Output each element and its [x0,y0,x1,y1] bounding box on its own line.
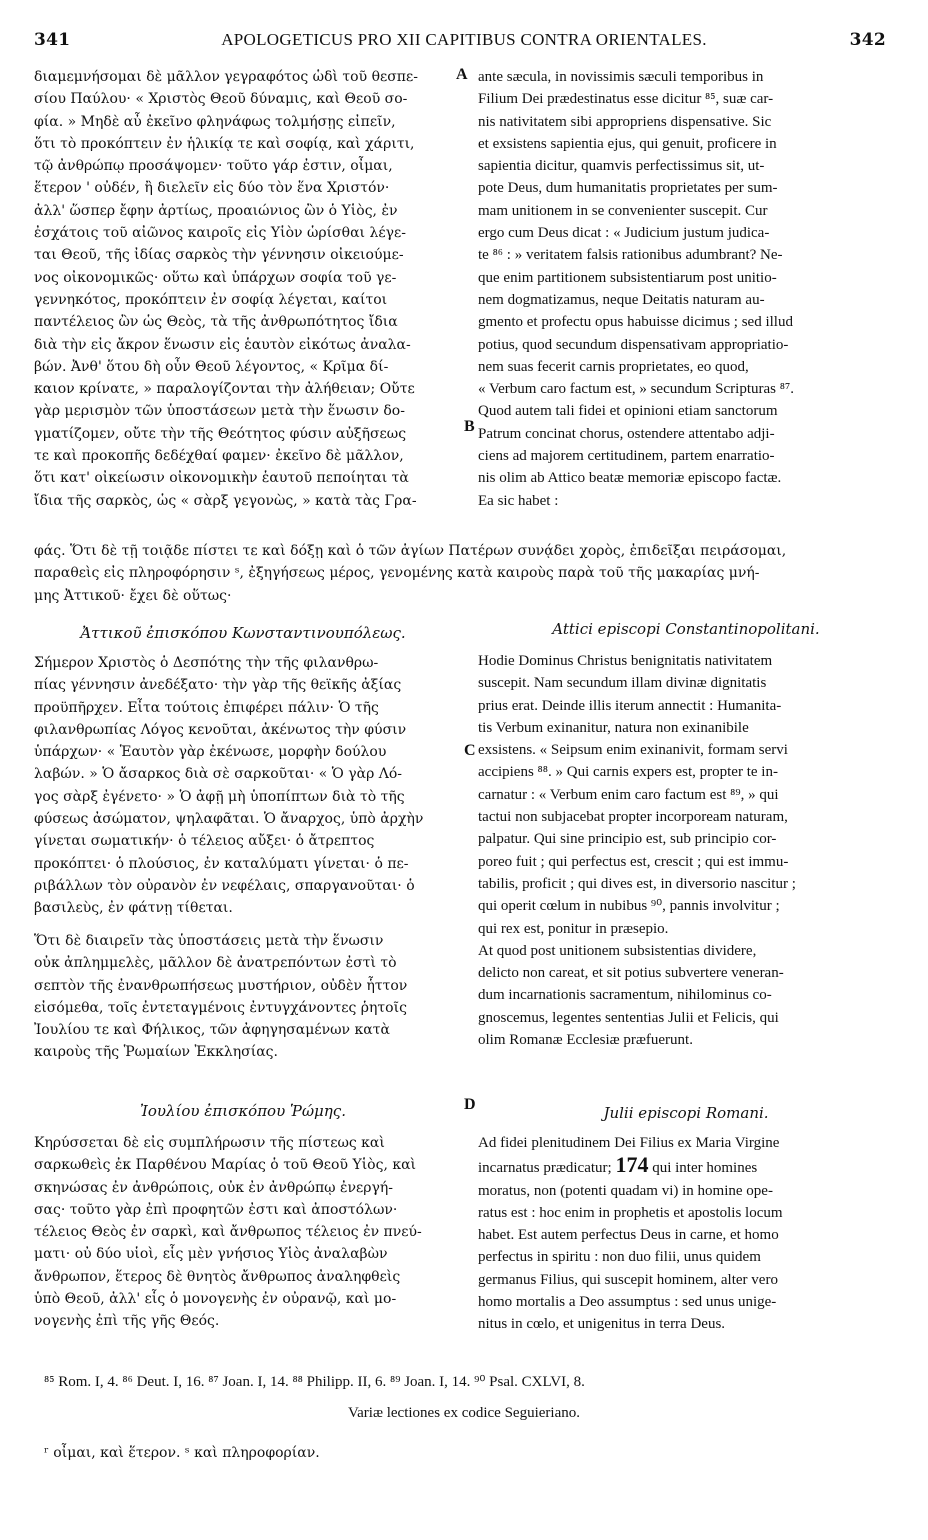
text-line: τῷ ἀνθρώπῳ προσάψομεν· τοῦτο γάρ ἐστιν, οἶμαι, [34,158,393,175]
text-line: qui operit cœlum in nubibus ⁹⁰, pannis involvitur ; [478,898,780,915]
text-line: germanus Filius, qui suscepit hominem, alter vero [478,1271,778,1288]
text-line: λαβών. » Ὁ ἄσαρκος διὰ σὲ σαρκοῦται· « Ὁ γὰρ Λό- [34,766,403,783]
text-line: προϋπῆρχεν. Εἶτα τούτοις ἐπιφέρει πάλιν· Ὁ τῆς [34,699,379,716]
text-line: νος οἰκονομικῶς· οὕτω καὶ ὑπάρχων σοφία τοῦ γε- [34,269,397,286]
text-line: ται Θεοῦ, τῆς ἰδίας σαρκὸς τὴν γέννησιν οἰκειούμε- [34,247,404,264]
text-line: tactui non subjacebat propter incorpoream naturam, [478,809,788,826]
text-line: palpatur. Qui sine principio est, sub principio cor- [478,831,777,848]
text-line: que enim partitionem subsistentiarum post unitio- [478,269,777,286]
text-line: ciens ad majorem certitudinem, partem enarratio- [478,448,775,465]
text-line: Filium Dei prædestinatus esse dicitur ⁸⁵, suæ car- [478,91,774,108]
text-line: γος σὰρξ ἐγένετο· » Ὁ ἀφῇ μὴ ὑποπίπτων διὰ τὸ τῆς [34,788,405,805]
text-line: προκόπτει· ὁ πλούσιος, ἐν καταλύματι γίνεται· ὁ πε- [34,855,409,872]
text-line: οὐκ ἀπλημμελὲς, μᾶλλον δὲ ἀνατρεπόντων ἐστὶ τὸ [34,955,397,972]
text-line: olim Romanæ Ecclesiæ præfuerunt. [478,1032,693,1049]
text-line: πίας γέννησιν ἀνεδέξατο· τὴν γὰρ τῆς θεϊκῆς ἀξίας [34,677,402,694]
greek-attici-text [34,652,452,920]
text-line: ante sæcula, in novissimis sæculi temporibus in [478,69,764,85]
text-line: delicto non careat, et sit potius subvertere veneran- [478,965,784,982]
text-line: φάς. Ὅτι δὲ τῇ τοιᾷδε πίστει τε καὶ δόξῃ καὶ ὁ τῶν ἁγίων Πατέρων συνᾴδει χορὸς, ἐπιδεῖξαι πειράσομαι, [34,543,787,559]
text-line: ματι· οὐ δύο υἱοὶ, εἷς μὲν γνήσιος Υἱὸς ἀναλαβὼν [34,1246,388,1263]
margin-marker-d: D [464,1096,476,1113]
text-line: γίνεται σωματικήν· ὁ τέλειος αὔξει· ὁ ἄτρεπτος [34,833,375,850]
text-line: μης Ἀττικοῦ· ἔχει δὲ οὕτως· [34,587,232,604]
text-line [478,1154,894,1179]
text-line: Quod autem tali fidei et opinioni etiam sanctorum [478,403,778,420]
greek-column-top [34,66,452,512]
text-line: Σήμερον Χριστὸς ὁ Δεσπότης τὴν τῆς φιλανθρω- [34,655,379,671]
greek-full-width [34,540,894,607]
text-line: Patrum concinat chorus, ostendere attentabo adji- [478,425,775,442]
text-line: γεννηκότος, προκόπτειν ἐν σοφίᾳ λέγεται, καίτοι [34,291,388,308]
variae-lectiones: ʳ οἶμαι, καὶ ἕτερον. ˢ καὶ πληροφορίαν. [44,1445,320,1461]
text-line: perfectus in spiritu : non duo filii, unus quidem [478,1249,761,1266]
text-line: διαμεμνήσομαι δὲ μᾶλλον γεγραφότος ὡδὶ τοῦ θεσπε- [34,69,418,85]
greek-transition-text [34,930,452,1064]
text-line: homo mortalis a Deo assumptus : sed unus unige- [478,1294,777,1311]
text-line: διὰ τὴν εἰς ἄκρον ἕνωσιν εἰς ἑαυτὸν εἰκότως ἀναλα- [34,336,411,353]
text-line: Ad fidei plenitudinem Dei Filius ex Maria Virgine [478,1135,780,1151]
running-header [0,30,928,58]
text-line: εἰσόμεθα, τοῖς ἐντεταγμένοις ἐντυγχάνοντες ῥητοῖς [34,999,407,1016]
section-heading-attici-greek: Ἀττικοῦ ἐπισκόπου Κωνσταντινουπόλεως. [80,624,406,642]
text-line: sapientia dicitur, quamvis perfectissimus sit, ut- [478,158,765,175]
margin-marker-a: A [456,66,468,83]
text-fragment: qui inter homines [648,1160,758,1177]
text-line: φία. » Μηδὲ αὖ ἐκεῖνο φληνάφως τολμήσῃς εἰπεῖν, [34,113,396,130]
text-line: σεπτὸν τῆς ἐνανθρωπήσεως μυστήριον, οὐδὲν ἧττον [34,977,408,994]
text-line: nitus in cœlo, et unigenitus in terra Deus. [478,1316,726,1333]
text-line: φιλανθρωπίας Λόγος κενοῦται, ἀκένωτος τὴν φύσιν [34,721,407,738]
text-line: ριβάλλων τὸν οὐρανὸν ἐν νεφέλαις, σπαργανοῦται· ὁ [34,877,415,894]
text-line: ὑπὸ Θεοῦ, ἀλλ' εἷς ὁ μονογενὴς ἐν οὐρανῷ, καὶ μο- [34,1291,397,1308]
text-line: παντέλειος ὢν ὡς Θεὸς, τὰ τῆς ἀνθρωπότητος ἴδια [34,314,398,331]
text-line: γὰρ μερισμὸν τῶν ὑποστάσεων μετὰ τὴν ἕνωσιν δο- [34,403,405,420]
page-number-right: 342 [849,30,886,50]
greek-julii-text [34,1132,452,1333]
text-line: poreo fuit ; qui perfectus est, crescit ; qui est immu- [478,853,789,870]
text-line: ὅτι κατ' οἰκείωσιν οἰκονομικὴν ἑαυτοῦ πεποίηται τὰ [34,470,409,487]
text-line: et exsistens sapientia ejus, qui genuit, proficere in [478,135,777,152]
text-line: καιροὺς τῆς Ῥωμαίων Ἐκκλησίας. [34,1044,278,1061]
text-line: σίου Παύλου· « Χριστὸς Θεοῦ δύναμις, καὶ Θεοῦ σο- [34,91,408,108]
text-line: καιον κρίνατε, » παραλογίζονται τὴν ἀλήθειαν; Οὔτε [34,381,415,398]
text-line: τέλειος Θεὸς ἐν σαρκὶ, καὶ ἄνθρωπος τέλειος ἐν πνεύ- [34,1224,422,1241]
text-line: tabilis, proficit ; qui dives est, in diversorio nascitur ; [478,875,796,892]
latin-column-top [478,66,894,512]
text-line: « Verbum caro factum est, » secundum Scripturas ⁸⁷. [478,381,794,398]
text-line: Ὅτι δὲ διαιρεῖν τὰς ὑποστάσεις μετὰ τὴν ἕνωσιν [34,933,384,949]
text-line: ἴδια τῆς σαρκὸς, ὡς « σὰρξ γεγονὼς, » κατὰ τὰς Γρα- [34,492,417,509]
text-line: τε καὶ προκοπῆς δεδέχθαί φαμεν· ἐκεῖνο δὲ μᾶλλον, [34,448,404,465]
text-line: Ἰουλίου τε καὶ Φήλικος, τῶν ἀφηγησαμένων κατὰ [34,1022,390,1039]
text-line: φύσεως ἀσώματον, ψηλαφᾶται. Ὁ ἄναρχος, ὑπὸ ἀρχὴν [34,811,424,828]
text-line: ὅτι τὸ προκόπτειν ἐν ἡλικίᾳ τε καὶ σοφίᾳ, καὶ χάριτι, [34,135,415,152]
text-line: βασιλεὺς, ἐν φάτνῃ τίθεται. [34,900,233,917]
section-heading-julii-latin: Julii episcopi Romani. [603,1104,769,1122]
text-line: gmento et profectu opus habuisse dicimus ; sed illud [478,314,793,331]
text-line: suscepit. Nam secundum illam divinæ dignitatis [478,675,767,692]
text-line: dum incarnationis sacramentum, nihilominus co- [478,987,772,1004]
column-number: 174 [615,1154,649,1178]
text-line: νογενὴς ἐπὶ τῆς γῆς Θεός. [34,1313,220,1330]
text-line: te ⁸⁶ : » veritatem falsis rationibus adumbrant? Ne- [478,247,783,264]
text-line: potius, quod secundum dispensativam appropriatio- [478,336,789,353]
text-line: γματίζομεν, οὔτε τὴν τῆς Θεότητος φύσιν αὐξῆσεως [34,425,407,442]
text-line: At quod post unitionem subsistentias dividere, [478,942,757,959]
section-heading-attici-latin: Attici episcopi Constantinopolitani. [552,620,820,638]
text-line: gnoscemus, legentes sententias Julii et Felicis, qui [478,1009,779,1026]
text-line: carnatur : « Verbum enim caro factum est ⁸⁹, » qui [478,786,779,803]
text-line: βών. Ἀνθ' ὅτου δὴ οὖν Θεοῦ λέγοντος, « Κρῖμα δί- [34,358,389,375]
text-line: nem dogmatizamus, neque Deitatis naturam au- [478,291,765,308]
latin-julii-text [478,1132,894,1336]
text-line: σαρκωθεὶς ἐκ Παρθένου Μαρίας ὁ τοῦ Θεοῦ Υἱὸς, καὶ [34,1157,417,1174]
footnotes: ⁸⁵ Rom. I, 4. ⁸⁶ Deut. I, 16. ⁸⁷ Joan. I, 14. ⁸⁸ Philipp. II, 6. ⁸⁹ Joan. I, 14. ⁹⁰ Psal. CXLVI, 8. [44,1374,585,1390]
text-line: παραθεὶς εἰς πληροφόρησιν ˢ, ἐξηγήσεως μέρος, γενομένης κατὰ καιροὺς παρὰ τοῦ τῆς μακαρίας μνή- [34,565,760,582]
running-title: APOLOGETICUS PRO XII CAPITIBUS CONTRA ORIENTALES. [221,30,707,49]
text-line: nis nativitatem sibi appropriens dispensative. Sic [478,113,772,130]
text-line: habet. Est autem perfectus Deus in carne, et homo [478,1227,779,1244]
text-line: σκηνώσας ἐν ἀνθρώποις, οὐκ ἐν ἀνθρώπῳ ἐνεργή- [34,1179,394,1196]
text-line: ergo cum Deus dicat : « Judicium justum judica- [478,225,770,242]
text-line: σας· τοῦτο γὰρ ἐπὶ προφητῶν ἐστι καὶ ἀποστόλων· [34,1201,398,1218]
text-line: Κηρύσσεται δὲ εἰς συμπλήρωσιν τῆς πίστεως καὶ [34,1135,385,1151]
page-number-left: 341 [34,30,71,50]
text-line: prius erat. Deinde illis iterum annectit : Humanita- [478,697,782,714]
text-line: ἄνθρωπον, ἕτερος δὲ θνητὸς ἄνθρωπος ἀναληφθεὶς [34,1268,401,1285]
text-line: ἕτερον ' οὐδέν, ἢ διελεῖν εἰς δύο τὸν ἕνα Χριστόν· [34,180,390,197]
section-heading-julii-greek: Ἰουλίου ἐπισκόπου Ῥώμης. [140,1102,346,1120]
text-line: moratus, non (potenti quadam vi) in homine ope- [478,1182,773,1199]
text-line: nem suas fecerit carnis proprietates, eo quod, [478,358,749,375]
margin-marker-b: B [464,418,475,435]
text-line: ἐσχάτοις τοῦ αἰῶνος καιροῖς εἰς Υἱὸν ὡρίσθαι λέγε- [34,225,406,242]
latin-attici-text [478,650,894,1051]
text-fragment: incarnatus prædicatur; [478,1160,616,1177]
text-line: ὑπάρχων· « Ἑαυτὸν γὰρ ἐκένωσε, μορφὴν δούλου [34,744,387,761]
text-line: qui rex est, ponitur in præsepio. [478,920,669,937]
text-line: mam unitionem in se convenienter suscepit. Cur [478,202,768,219]
text-line: pote Deus, dum humanitatis proprietates per sum- [478,180,778,197]
text-line: Ea sic habet : [478,492,559,509]
text-line: Hodie Dominus Christus benignitatis nativitatem [478,653,773,669]
text-line: ratus est : hoc enim in prophetis et apostolis locum [478,1204,783,1221]
text-line: ἀλλ' ὥσπερ ἔφην ἀρτίως, προαιώνιος ὢν ὁ Υἱὸς, ἐν [34,202,398,219]
text-line: tis Verbum exinanitur, natura non exinanibile [478,719,749,736]
variae-lectiones-heading: Variæ lectiones ex codice Seguieriano. [347,1405,580,1421]
text-line: accipiens ⁸⁸. » Qui carnis expers est, propter te in- [478,764,778,781]
text-line: exsistens. « Seipsum enim exinanivit, formam servi [478,742,788,759]
margin-marker-c: C [464,742,476,759]
text-line: nis olim ab Attico beatæ memoriæ episcopo factæ. [478,470,782,487]
